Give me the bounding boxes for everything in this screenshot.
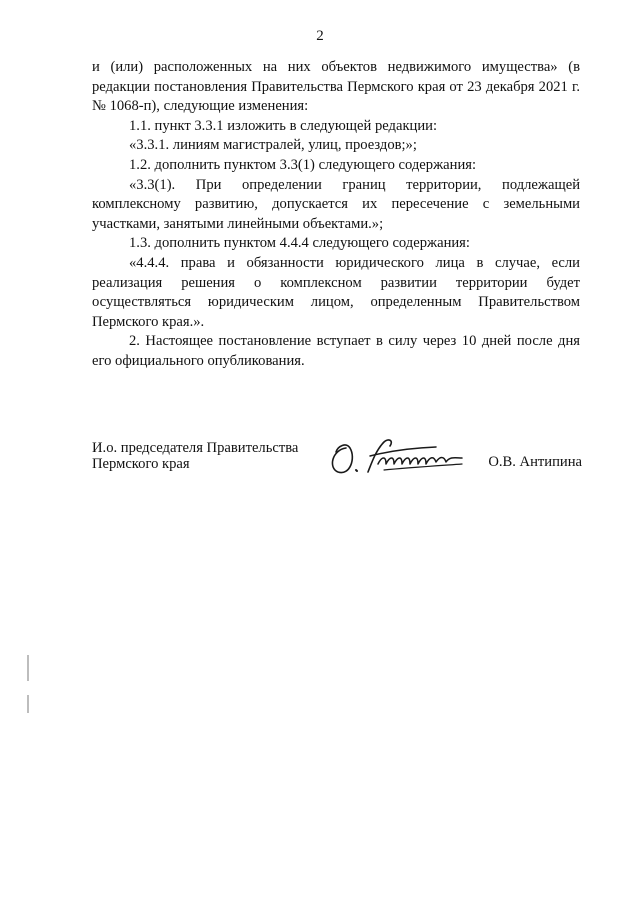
- page-number: 2: [316, 28, 324, 44]
- handwritten-signature: [324, 434, 494, 478]
- paragraph-continuation: и (или) расположенных на них объектов недвижимого имущества» (в редакции постановления Правительства Пермского края от 23 декабря 2021 г. № 1068-п), следующие изменения:: [92, 59, 580, 115]
- paragraph-item-1-1: 1.1. пункт 3.3.1 изложить в следующей редакции:: [129, 117, 438, 134]
- scan-edge-mark: [27, 695, 29, 713]
- paragraph-quote-3-3-1: «3.3.1. линиям магистралей, улиц, проездов;»;: [129, 137, 417, 154]
- paragraph-item-1-2: 1.2. дополнить пунктом 3.3(1) следующего содержания:: [129, 156, 477, 173]
- signatory-title: [92, 440, 298, 472]
- document-body: [92, 58, 580, 372]
- paragraph-quote-3-3-1-bis: «3.3(1). При определении границ территории, подлежащей комплексному развитию, допускается их пересечение с земельными участками, занятыми линейными объектами.»;: [92, 176, 580, 232]
- paragraph-item-1-3: 1.3. дополнить пунктом 4.4.4 следующего содержания:: [129, 235, 470, 252]
- signature-block: [92, 440, 582, 500]
- signatory-title-line-1: И.о. председателя Правительства: [92, 440, 299, 456]
- paragraph-item-2: 2. Настоящее постановление вступает в силу через 10 дней после дня его официального опубликования.: [92, 333, 580, 369]
- scan-edge-mark: [27, 655, 29, 681]
- signatory-name: О.В. Антипина: [488, 454, 582, 470]
- paragraph-quote-4-4-4: «4.4.4. права и обязанности юридического лица в случае, если реализация решения о комплексном развитии территории будет осуществляться юридическим лицом, определенным Правительством Пермского края.».: [92, 254, 580, 330]
- signatory-title-line-2: Пермского края: [92, 456, 190, 472]
